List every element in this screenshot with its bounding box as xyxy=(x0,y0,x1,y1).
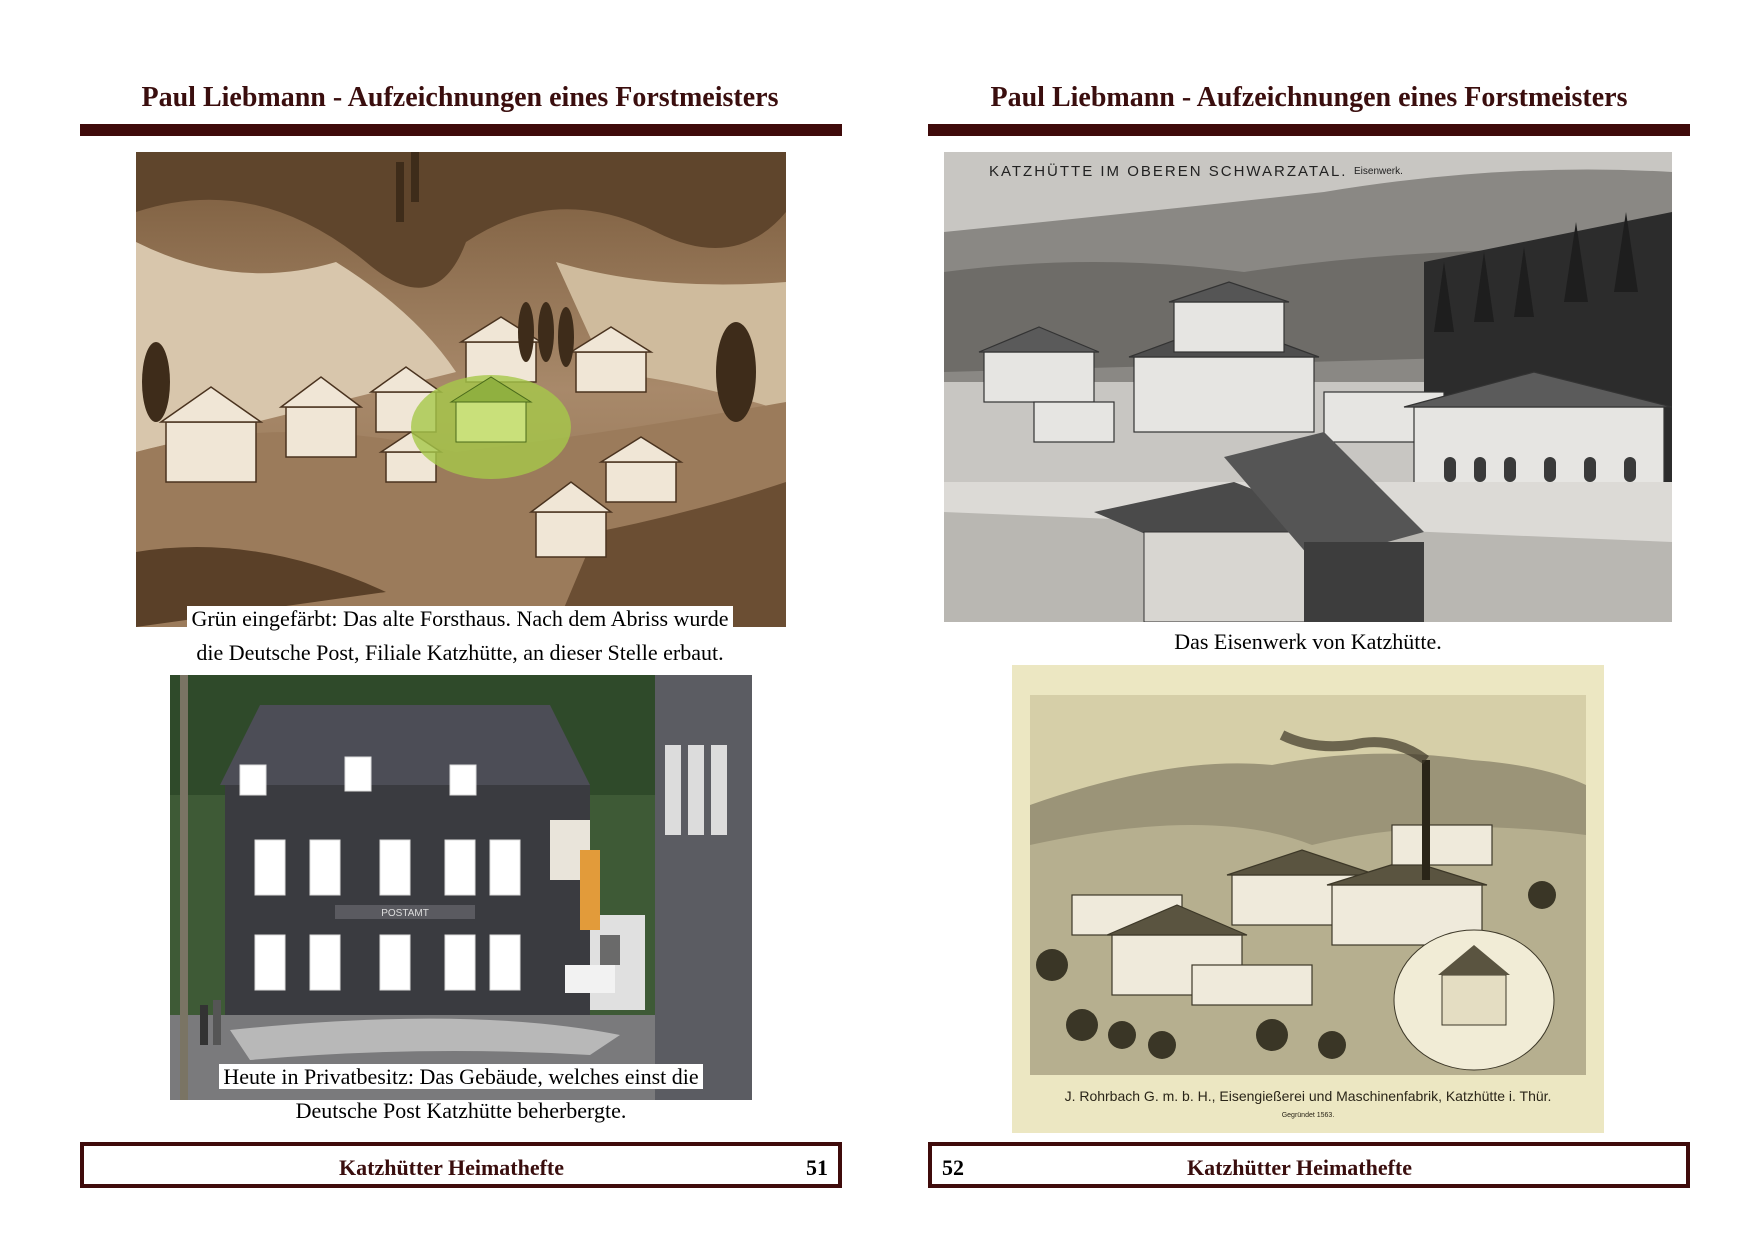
left-caption-bottom-line1: Heute in Privatbesitz: Das Gebäude, welches einst die xyxy=(219,1064,702,1089)
factory-founded-text: Gegründet 1563. xyxy=(1281,1112,1335,1119)
eisenwerk-postcard-image xyxy=(944,152,1672,622)
left-caption-top xyxy=(130,602,790,670)
left-caption-top-line1: Grün eingefärbt: Das alte Forsthaus. Nach dem Abriss wurde xyxy=(187,606,732,631)
post-office-photo xyxy=(170,675,752,1100)
right-header-rule xyxy=(928,124,1690,136)
postamt-sign-text: POSTAMT xyxy=(381,908,429,919)
factory-label-text: J. Rohrbach G. m. b. H., Eisengießerei und Maschinenfabrik, Katzhütte i. Thür. xyxy=(1064,1088,1552,1104)
left-footer xyxy=(80,1142,842,1188)
left-footer-title: Katzhütter Heimathefte xyxy=(339,1155,565,1180)
left-page-number: 51 xyxy=(806,1155,828,1180)
right-footer-title: Katzhütter Heimathefte xyxy=(1187,1155,1413,1180)
left-caption-top-line2: die Deutsche Post, Filiale Katzhütte, an dieser Stelle erbaut. xyxy=(196,640,724,665)
postcard-title-text: KATZHÜTTE IM OBEREN SCHWARZATAL. xyxy=(989,163,1348,180)
right-footer xyxy=(928,1142,1690,1188)
left-header-rule xyxy=(80,124,842,136)
left-caption-bottom xyxy=(170,1060,752,1128)
postcard-subtitle-text: Eisenwerk. xyxy=(1354,166,1403,177)
green-forsthaus-highlight xyxy=(411,375,571,479)
factory-engraving-image xyxy=(1012,665,1604,1133)
right-page-number: 52 xyxy=(942,1155,964,1180)
right-header-title: Paul Liebmann - Aufzeichnungen eines Forstmeisters xyxy=(990,82,1628,113)
left-caption-bottom-line2: Deutsche Post Katzhütte beherbergte. xyxy=(295,1098,627,1123)
left-header-title: Paul Liebmann - Aufzeichnungen eines Forstmeisters xyxy=(141,82,779,113)
right-caption-top: Das Eisenwerk von Katzhütte. xyxy=(1174,629,1442,654)
village-drawing-image xyxy=(136,152,786,627)
